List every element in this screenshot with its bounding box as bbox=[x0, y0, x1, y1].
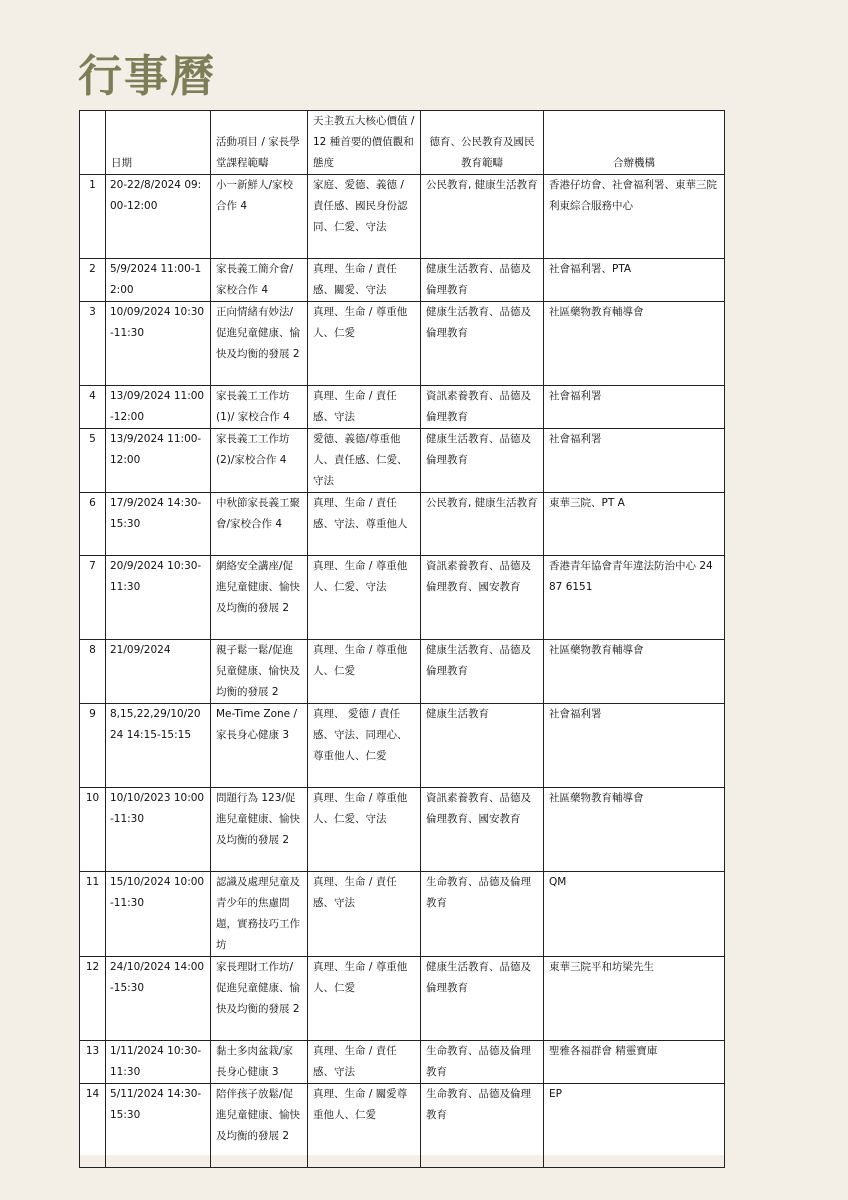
cell-activity: 網絡安全講座/促進兒童健康、愉快及均衡的發展 2 bbox=[211, 556, 308, 640]
cell-date: 5/9/2024 11:00-12:00 bbox=[106, 259, 211, 302]
cell-values: 真理、生命 / 責任感、關愛、守法 bbox=[308, 259, 421, 302]
cell-date: 21/09/2024 bbox=[106, 640, 211, 704]
cell-education: 公民教育, 健康生活教育 bbox=[421, 493, 544, 556]
cell-no: 14 bbox=[80, 1084, 106, 1168]
cell-no: 7 bbox=[80, 556, 106, 640]
header-row bbox=[80, 111, 725, 175]
cell-no: 13 bbox=[80, 1041, 106, 1084]
cell-date: 20-22/8/2024 09:00-12:00 bbox=[106, 175, 211, 259]
cell-values: 真理、生命 / 尊重他人、仁愛、守法 bbox=[308, 788, 421, 872]
header-values: 天主教五大核心價值 / 12 種首要的價值觀和態度 bbox=[308, 111, 421, 175]
cell-activity: 小一新鮮人/家校合作 4 bbox=[211, 175, 308, 259]
header-education: 德育、公民教育及國民教育範疇 bbox=[421, 111, 544, 175]
table-row bbox=[80, 1041, 725, 1084]
cell-organizer: QM bbox=[544, 872, 725, 957]
cell-values: 真理、生命 / 責任感、守法 bbox=[308, 1041, 421, 1084]
cell-activity: 問題行為 123/促進兒童健康、愉快及均衡的發展 2 bbox=[211, 788, 308, 872]
cell-date: 15/10/2024 10:00-11:30 bbox=[106, 872, 211, 957]
table-row bbox=[80, 788, 725, 872]
table-row bbox=[80, 259, 725, 302]
cell-no: 8 bbox=[80, 640, 106, 704]
cell-date: 5/11/2024 14:30-15:30 bbox=[106, 1084, 211, 1168]
cell-organizer: 香港青年協會青年違法防治中心 2487 6151 bbox=[544, 556, 725, 640]
schedule-sheet bbox=[79, 110, 724, 1155]
cell-no: 3 bbox=[80, 302, 106, 386]
cell-education: 資訊素養教育、品德及倫理教育、國安教育 bbox=[421, 788, 544, 872]
cell-education: 生命教育、品德及倫理教育 bbox=[421, 872, 544, 957]
cell-values: 愛德、義德/尊重他人、責任感、仁愛、守法 bbox=[308, 429, 421, 493]
cell-no: 5 bbox=[80, 429, 106, 493]
cell-organizer: 社會福利署 bbox=[544, 704, 725, 788]
cell-organizer: 東華三院、PT A bbox=[544, 493, 725, 556]
cell-date: 13/09/2024 11:00-12:00 bbox=[106, 386, 211, 429]
header-organizer: 合辦機構 bbox=[544, 111, 725, 175]
cell-organizer: 社區藥物教育輔導會 bbox=[544, 640, 725, 704]
header-no bbox=[80, 111, 106, 175]
cell-education: 資訊素養教育、品德及倫理教育、國安教育 bbox=[421, 556, 544, 640]
cell-activity: 家長義工簡介會/家校合作 4 bbox=[211, 259, 308, 302]
cell-no: 10 bbox=[80, 788, 106, 872]
schedule-table bbox=[79, 110, 725, 1168]
cell-education: 健康生活教育、品德及倫理教育 bbox=[421, 302, 544, 386]
table-row bbox=[80, 429, 725, 493]
cell-activity: 認識及處理兒童及青少年的焦慮問題，實務技巧工作坊 bbox=[211, 872, 308, 957]
cell-activity: 親子鬆一鬆/促進兒童健康、愉快及均衡的發展 2 bbox=[211, 640, 308, 704]
cell-values: 真理、生命 / 尊重他人、仁愛 bbox=[308, 957, 421, 1041]
cell-date: 13/9/2024 11:00-12:00 bbox=[106, 429, 211, 493]
cell-education: 生命教育、品德及倫理教育 bbox=[421, 1041, 544, 1084]
cell-activity: 家長義工工作坊(2)/家校合作 4 bbox=[211, 429, 308, 493]
cell-organizer: 社區藥物教育輔導會 bbox=[544, 788, 725, 872]
cell-date: 24/10/2024 14:00-15:30 bbox=[106, 957, 211, 1041]
cell-date: 10/09/2024 10:30-11:30 bbox=[106, 302, 211, 386]
table-row bbox=[80, 957, 725, 1041]
cell-education: 健康生活教育、品德及倫理教育 bbox=[421, 957, 544, 1041]
cell-education: 資訊素養教育、品德及倫理教育 bbox=[421, 386, 544, 429]
cell-date: 17/9/2024 14:30-15:30 bbox=[106, 493, 211, 556]
cell-education: 健康生活教育 bbox=[421, 704, 544, 788]
cell-values: 真理、生命 / 關愛尊重他人、仁愛 bbox=[308, 1084, 421, 1168]
cell-values: 真理、生命 / 責任感、守法 bbox=[308, 872, 421, 957]
header-date: 日期 bbox=[106, 111, 211, 175]
table-row bbox=[80, 493, 725, 556]
cell-education: 健康生活教育、品德及倫理教育 bbox=[421, 640, 544, 704]
page-title: 行事曆 bbox=[78, 51, 216, 102]
cell-education: 健康生活教育、品德及倫理教育 bbox=[421, 429, 544, 493]
cell-organizer: 東華三院平和坊梁先生 bbox=[544, 957, 725, 1041]
cell-activity: 黏土多肉盆栽/家長身心健康 3 bbox=[211, 1041, 308, 1084]
cell-activity: 陪伴孩子放鬆/促進兒童健康、愉快及均衡的發展 2 bbox=[211, 1084, 308, 1168]
cell-values: 真理、生命 / 責任感、守法、尊重他人 bbox=[308, 493, 421, 556]
cell-organizer: EP bbox=[544, 1084, 725, 1168]
cell-education: 健康生活教育、品德及倫理教育 bbox=[421, 259, 544, 302]
cell-no: 4 bbox=[80, 386, 106, 429]
cell-no: 2 bbox=[80, 259, 106, 302]
cell-activity: 家長義工工作坊(1)/ 家校合作 4 bbox=[211, 386, 308, 429]
cell-values: 真理、生命 / 尊重他人、仁愛 bbox=[308, 302, 421, 386]
cell-organizer: 社區藥物教育輔導會 bbox=[544, 302, 725, 386]
cell-date: 20/9/2024 10:30-11:30 bbox=[106, 556, 211, 640]
table-row bbox=[80, 872, 725, 957]
cell-values: 真理、生命 / 尊重他人、仁愛 bbox=[308, 640, 421, 704]
cell-education: 公民教育, 健康生活教育 bbox=[421, 175, 544, 259]
cell-values: 真理、 愛德 / 責任感、守法、同理心、尊重他人、仁愛 bbox=[308, 704, 421, 788]
cell-values: 真理、生命 / 尊重他人、仁愛、守法 bbox=[308, 556, 421, 640]
cell-no: 12 bbox=[80, 957, 106, 1041]
table-row bbox=[80, 556, 725, 640]
cell-organizer: 香港仔坊會、社會福利署、東華三院利東綜合服務中心 bbox=[544, 175, 725, 259]
cell-values: 真理、生命 / 責任感、守法 bbox=[308, 386, 421, 429]
table-row bbox=[80, 386, 725, 429]
cell-activity: 家長理財工作坊/促進兒童健康、愉快及均衡的發展 2 bbox=[211, 957, 308, 1041]
cell-no: 11 bbox=[80, 872, 106, 957]
table-row bbox=[80, 1084, 725, 1168]
cell-organizer: 聖雅各福群會 精靈寶庫 bbox=[544, 1041, 725, 1084]
cell-activity: 中秋節家長義工聚會/家校合作 4 bbox=[211, 493, 308, 556]
cell-date: 1/11/2024 10:30-11:30 bbox=[106, 1041, 211, 1084]
table-row bbox=[80, 302, 725, 386]
cell-activity: 正向情緒有妙法/促進兒童健康、愉快及均衡的發展 2 bbox=[211, 302, 308, 386]
cell-organizer: 社會福利署 bbox=[544, 386, 725, 429]
cell-education: 生命教育、品德及倫理教育 bbox=[421, 1084, 544, 1168]
cell-no: 6 bbox=[80, 493, 106, 556]
cell-no: 1 bbox=[80, 175, 106, 259]
cell-organizer: 社會福利署 bbox=[544, 429, 725, 493]
cell-date: 10/10/2023 10:00-11:30 bbox=[106, 788, 211, 872]
cell-no: 9 bbox=[80, 704, 106, 788]
cell-activity: Me-Time Zone / 家長身心健康 3 bbox=[211, 704, 308, 788]
table-row bbox=[80, 704, 725, 788]
table-row bbox=[80, 175, 725, 259]
table-body bbox=[80, 175, 725, 1168]
cell-date: 8,15,22,29/10/2024 14:15-15:15 bbox=[106, 704, 211, 788]
cell-organizer: 社會福利署、PTA bbox=[544, 259, 725, 302]
table-row bbox=[80, 640, 725, 704]
header-activity: 活動項目 / 家長學堂課程範疇 bbox=[211, 111, 308, 175]
cell-values: 家庭、愛德、義德 / 責任感、國民身份認同、仁愛、守法 bbox=[308, 175, 421, 259]
